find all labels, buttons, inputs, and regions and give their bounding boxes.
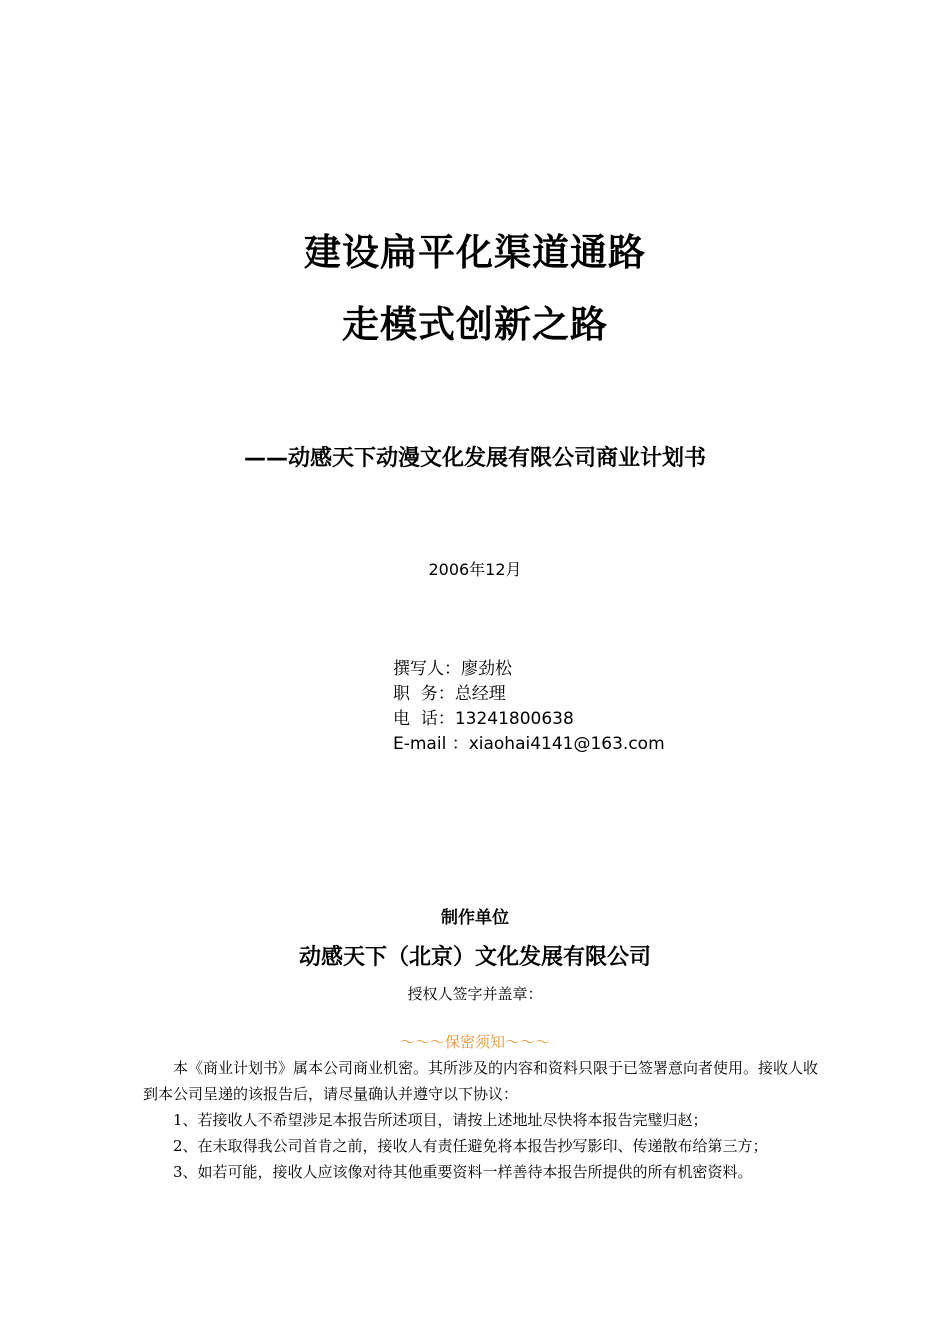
document-date: 2006年12月 — [428, 560, 522, 579]
notice-paragraph: 2、在未取得我公司首肯之前，接收人有责任避免将本报告抄写影印、传递散布给第三方； — [173, 1137, 768, 1155]
company-name: 动感天下（北京）文化发展有限公司 — [298, 944, 651, 970]
notice-paragraph: 3、如若可能，接收人应该像对待其他重要资料一样善待本报告所提供的所有机密资料。 — [173, 1163, 753, 1181]
notice-body — [143, 1055, 823, 1185]
position-value: 总经理 — [454, 684, 506, 704]
subtitle: ——动感天下动漫文化发展有限公司商业计划书 — [243, 446, 706, 471]
author-row — [393, 657, 665, 682]
notice-paragraph: 1、若接收人不希望涉足本报告所述项目，请按上述地址尽快将本报告完璧归赵； — [173, 1111, 708, 1129]
email-label: E-mail ： — [393, 734, 469, 754]
signature-line: 授权人签字并盖章： — [407, 985, 543, 1003]
phone-value: 13241800638 — [454, 709, 574, 729]
maker-label: 制作单位 — [441, 908, 509, 928]
contact-block — [393, 657, 665, 757]
author-label: 撰写人： — [393, 659, 461, 679]
phone-row — [393, 707, 665, 732]
position-label: 职 务： — [393, 684, 455, 704]
email-row — [393, 732, 665, 757]
title-line-1: 建设扁平化渠道通路 — [304, 231, 646, 274]
title-line-2: 走模式创新之路 — [342, 303, 608, 346]
notice-paragraph: 本《商业计划书》属本公司商业机密。其所涉及的内容和资料只限于已签署意向者使用。接收人收到本公司呈递的该报告后，请尽量确认并遵守以下协议： — [143, 1059, 819, 1103]
phone-label: 电 话： — [393, 709, 455, 729]
author-value: 廖劲松 — [461, 659, 512, 679]
position-row — [393, 682, 665, 707]
notice-title: ～～～保密须知～～～ — [399, 1033, 550, 1051]
email-value: xiaohai4141@163.com — [468, 734, 665, 754]
